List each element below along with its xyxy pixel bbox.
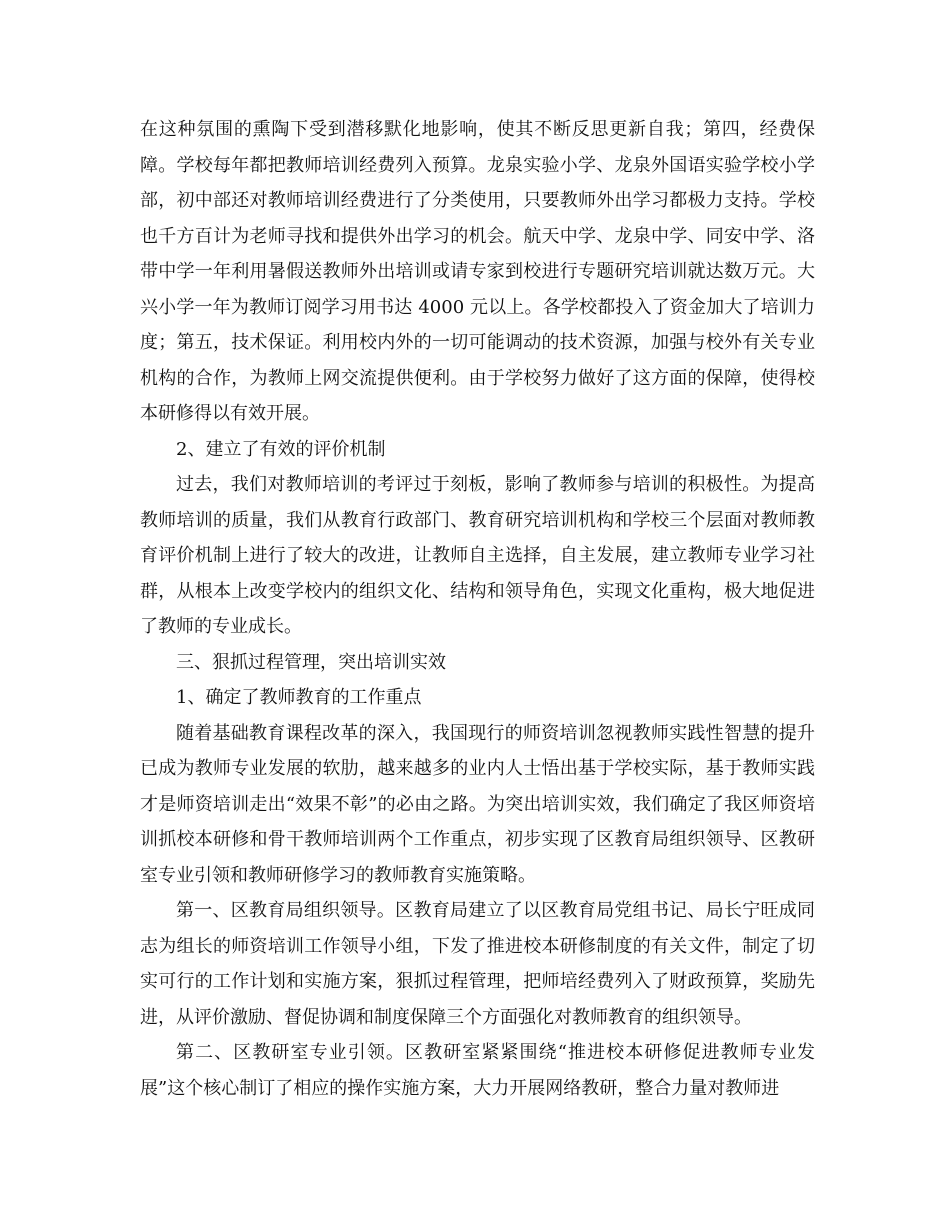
paragraph-evaluation: 过去，我们对教师培训的考评过于刻板，影响了教师参与培训的积极性。为提高教师培训的质量，我们从教育行政部门、教育研究培训机构和学校三个层面对教师教育评价机制上进行了较大的改进，让教师自主选择，自主发展，建立教师专业学习社群，从根本上改变学校内的组织文化、结构和领导角色，实现文化重构，极大地促进了教师的专业成长。 xyxy=(140,474,815,637)
paragraph-research-office: 第二、区教研室专业引领。区教研室紧紧围绕“推进校本研修促进教师专业发展”这个核心制订了相应的操作实施方案，大力开展网络教研，整合力量对教师进 xyxy=(140,1042,815,1099)
document-body xyxy=(140,112,815,1106)
paragraph-bureau-leadership: 第一、区教育局组织领导。区教育局建立了以区教育局党组书记、局长宁旺成同志为组长的师资培训工作领导小组，下发了推进校本研修制度的有关文件，制定了切实可行的工作计划和实施方案，狠抓过程管理，把师培经费列入了财政预算，奖励先进，从评价激励、督促协调和制度保障三个方面强化对教师教育的组织领导。 xyxy=(140,900,815,1028)
subheading-evaluation-mechanism: 2、建立了有效的评价机制 xyxy=(176,438,386,460)
subheading-work-focus: 1、确定了教师教育的工作重点 xyxy=(176,687,422,708)
paragraph-funding-continued: 在这种氛围的熏陶下受到潜移默化地影响，使其不断反思更新自我；第四，经费保障。学校每年都把教师培训经费列入预算。龙泉实验小学、龙泉外国语实验学校小学部，初中部还对教师培训经费进行了分类使用，只要教师外出学习都极力支持。学校也千方百计为老师寻找和提供外出学习的机会。航天中学、龙泉中学、同安中学、洛带中学一年利用暑假送教师外出培训或请专家到校进行专题研究培训就达数万元。大兴小学一年为教师订阅学习用书达 4000 元以上。各学校都投入了资金加大了培训力度；第五，技术保证。利用校内外的一切可能调动的技术资源，加强与校外有关专业机构的合作，为教师上网交流提供便利。由于学校努力做好了这方面的保障，使得校本研修得以有效开展。 xyxy=(140,119,815,424)
section-heading-process-management: 三、狠抓过程管理，突出培训实效 xyxy=(176,651,446,673)
paragraph-curriculum-reform: 随着基础教育课程改革的深入，我国现行的师资培训忽视教师实践性智慧的提升已成为教师专业发展的软肋，越来越多的业内人士悟出基于学校实际，基于教师实践才是师资培训走出“效果不彰”的必由之路。为突出培训实效，我们确定了我区师资培训抓校本研修和骨干教师培训两个工作重点，初步实现了区教育局组织领导、区教研室专业引领和教师研修学习的教师教育实施策略。 xyxy=(140,722,815,886)
